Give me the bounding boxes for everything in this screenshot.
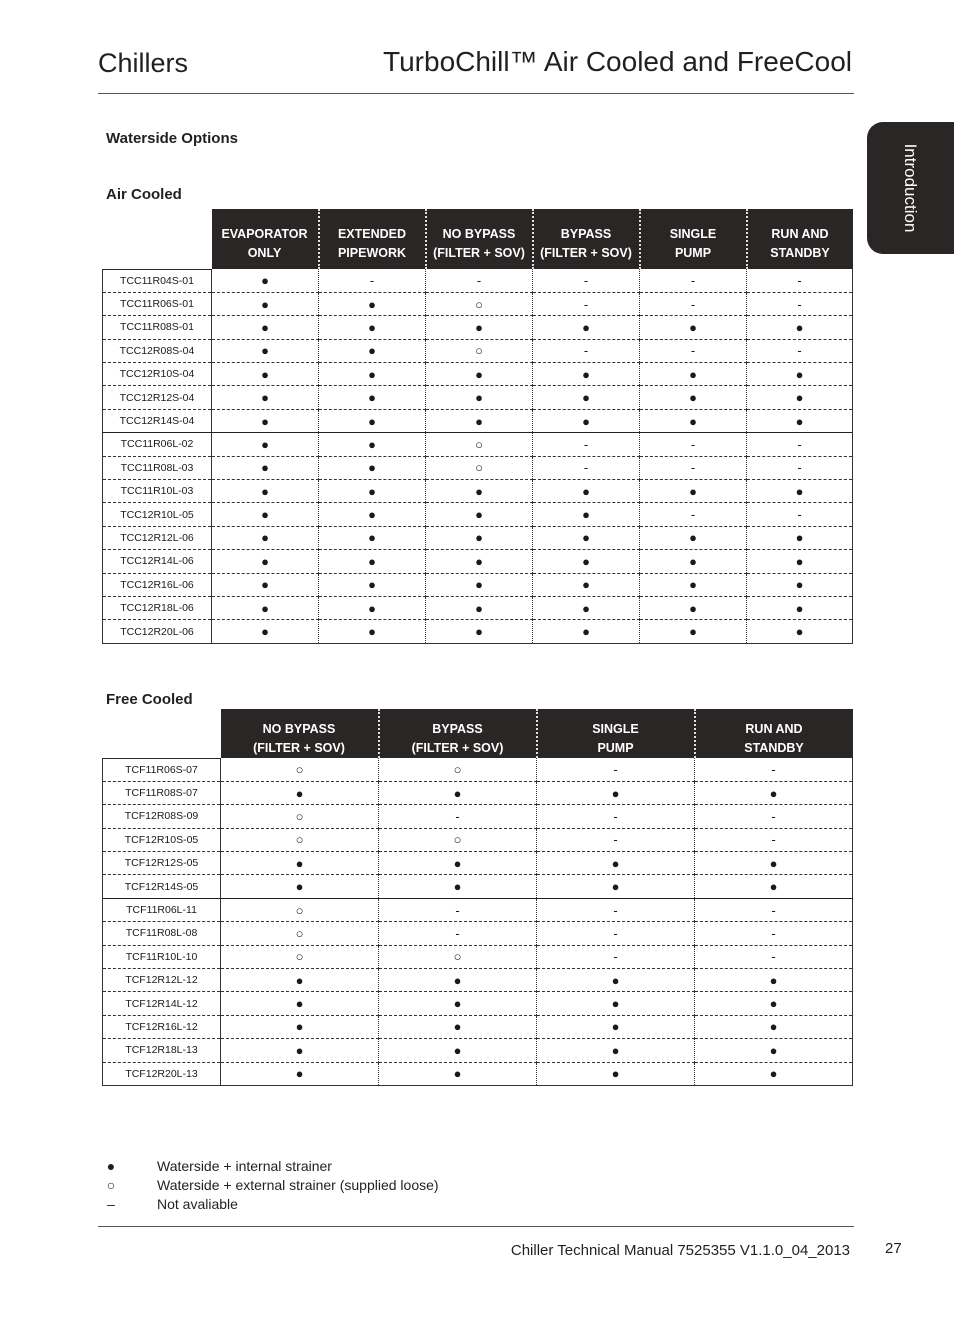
table-row: [103, 852, 853, 875]
availability-cell: ●: [319, 573, 426, 596]
availability-cell: ●: [537, 1015, 695, 1038]
availability-cell: ●: [379, 852, 537, 875]
availability-cell: ●: [319, 526, 426, 549]
availability-cell: ●: [640, 409, 747, 432]
availability-cell: ●: [533, 480, 640, 503]
availability-cell: ●: [221, 969, 379, 992]
column-header-line: RUN AND: [771, 227, 829, 241]
free-cooled-options-table: [102, 709, 853, 1086]
column-header-line: BYPASS: [560, 227, 612, 241]
model-code-cell: TCC12R18L-06: [103, 596, 212, 619]
availability-cell: ○: [379, 828, 537, 851]
column-header-line: (FILTER + SOV): [411, 740, 504, 755]
column-header-line: SINGLE: [669, 227, 717, 241]
availability-cell: ○: [221, 922, 379, 945]
availability-cell: ●: [319, 409, 426, 432]
availability-cell: ●: [640, 620, 747, 643]
table-row: [103, 550, 853, 573]
availability-cell: -: [319, 269, 426, 292]
filled-circle-symbol: ●: [106, 1158, 116, 1174]
header-document-title: TurboChill™ Air Cooled and FreeCool: [383, 46, 852, 77]
availability-cell: -: [640, 433, 747, 456]
model-code-cell: TCC11R04S-01: [103, 269, 212, 292]
availability-cell: ●: [533, 526, 640, 549]
availability-cell: -: [533, 269, 640, 292]
availability-cell: ●: [640, 596, 747, 619]
model-code-cell: TCC12R12S-04: [103, 386, 212, 409]
availability-cell: -: [640, 456, 747, 479]
table-row: [103, 292, 853, 315]
availability-cell: -: [537, 898, 695, 921]
side-tab-label: Introduction: [901, 143, 920, 233]
model-code-cell: TCC11R10L-03: [103, 480, 212, 503]
table-row: [103, 433, 853, 456]
availability-cell: ●: [426, 620, 533, 643]
availability-cell: ●: [379, 969, 537, 992]
table-row: [103, 898, 853, 921]
availability-cell: ●: [212, 433, 319, 456]
model-code-cell: TCC12R12L-06: [103, 526, 212, 549]
column-header: [221, 709, 379, 758]
availability-cell: ●: [212, 573, 319, 596]
availability-cell: ○: [426, 433, 533, 456]
availability-cell: ●: [221, 1015, 379, 1038]
column-header-line: RUN AND: [745, 721, 803, 736]
table-row: [103, 875, 853, 898]
availability-cell: ●: [221, 852, 379, 875]
availability-cell: -: [379, 898, 537, 921]
availability-cell: ●: [221, 992, 379, 1015]
dash-symbol: –: [107, 1196, 115, 1212]
availability-cell: ●: [426, 386, 533, 409]
air-cooled-options-table: [102, 209, 853, 644]
availability-cell: ●: [319, 386, 426, 409]
model-code-cell: TCC11R06S-01: [103, 292, 212, 315]
availability-cell: ●: [533, 316, 640, 339]
availability-cell: ●: [212, 456, 319, 479]
model-code-cell: TCF11R06L-11: [103, 898, 221, 921]
availability-cell: ●: [695, 969, 853, 992]
availability-cell: ●: [379, 1039, 537, 1062]
model-code-cell: TCC12R16L-06: [103, 573, 212, 596]
availability-cell: -: [537, 922, 695, 945]
column-header: [379, 709, 537, 758]
column-header: [537, 709, 695, 758]
table-row: [103, 503, 853, 526]
availability-cell: ●: [212, 339, 319, 362]
availability-cell: ●: [747, 596, 853, 619]
header-section-title: Chillers: [98, 48, 189, 78]
legend-text: Not avaliable: [157, 1196, 238, 1212]
model-code-cell: TCF12R12S-05: [103, 852, 221, 875]
column-header: [747, 209, 853, 269]
column-header-line: (FILTER + SOV): [253, 740, 345, 755]
column-header-line: ONLY: [247, 246, 282, 260]
model-code-cell: TCF12R20L-13: [103, 1062, 221, 1085]
availability-cell: ○: [426, 339, 533, 362]
availability-cell: ●: [319, 363, 426, 386]
availability-cell: ●: [319, 620, 426, 643]
availability-cell: -: [537, 945, 695, 968]
availability-cell: ●: [533, 550, 640, 573]
availability-cell: -: [695, 828, 853, 851]
availability-cell: ●: [212, 292, 319, 315]
availability-cell: ●: [319, 550, 426, 573]
availability-cell: ●: [319, 339, 426, 362]
table-row: [103, 526, 853, 549]
table-row: [103, 922, 853, 945]
availability-cell: -: [695, 922, 853, 945]
availability-cell: ●: [426, 316, 533, 339]
column-header: [533, 209, 640, 269]
availability-cell: -: [747, 339, 853, 362]
availability-cell: ●: [537, 781, 695, 804]
availability-cell: -: [537, 805, 695, 828]
availability-cell: ●: [212, 550, 319, 573]
availability-cell: ●: [747, 526, 853, 549]
model-code-cell: TCC12R14S-04: [103, 409, 212, 432]
availability-cell: ●: [640, 526, 747, 549]
model-code-cell: TCF12R10S-05: [103, 828, 221, 851]
footer-document-reference: Chiller Technical Manual 7525355 V1.1.0_04_2013: [510, 1242, 850, 1259]
model-code-cell: TCF12R12L-12: [103, 969, 221, 992]
availability-cell: ●: [319, 292, 426, 315]
availability-cell: -: [426, 269, 533, 292]
column-header-line: PIPEWORK: [337, 246, 407, 260]
footer-rule: [98, 1226, 854, 1227]
column-header-line: STANDBY: [770, 246, 830, 260]
table-row: [103, 945, 853, 968]
availability-cell: ●: [212, 526, 319, 549]
availability-cell: ●: [537, 1062, 695, 1085]
availability-cell: ●: [695, 781, 853, 804]
model-code-cell: TCF12R18L-13: [103, 1039, 221, 1062]
table-row: [103, 480, 853, 503]
availability-cell: -: [747, 456, 853, 479]
availability-cell: -: [640, 292, 747, 315]
availability-cell: -: [533, 339, 640, 362]
availability-cell: -: [533, 456, 640, 479]
availability-cell: ●: [695, 1015, 853, 1038]
column-header-line: NO BYPASS: [262, 721, 336, 736]
availability-cell: ●: [426, 526, 533, 549]
availability-cell: ●: [747, 386, 853, 409]
table-row: [103, 1039, 853, 1062]
model-code-cell: TCC12R20L-06: [103, 620, 212, 643]
availability-cell: ●: [212, 316, 319, 339]
availability-cell: ●: [212, 503, 319, 526]
section-title: Waterside Options: [106, 130, 238, 147]
availability-cell: -: [640, 269, 747, 292]
column-header: [695, 709, 853, 758]
availability-cell: ●: [212, 620, 319, 643]
free-cooled-title: Free Cooled: [106, 691, 193, 708]
model-code-cell: TCC12R08S-04: [103, 339, 212, 362]
availability-cell: ●: [695, 852, 853, 875]
model-code-cell: TCC11R06L-02: [103, 433, 212, 456]
availability-cell: ●: [640, 363, 747, 386]
availability-cell: ●: [379, 992, 537, 1015]
model-column-header: [103, 709, 221, 758]
column-header-line: PUMP: [674, 246, 712, 260]
model-code-cell: TCF12R08S-09: [103, 805, 221, 828]
availability-cell: ○: [221, 945, 379, 968]
availability-cell: ●: [426, 409, 533, 432]
availability-cell: ●: [537, 969, 695, 992]
availability-cell: -: [379, 922, 537, 945]
availability-cell: ●: [640, 386, 747, 409]
availability-cell: ●: [319, 503, 426, 526]
table-row: [103, 386, 853, 409]
availability-cell: ●: [221, 1062, 379, 1085]
availability-cell: ●: [533, 503, 640, 526]
availability-cell: -: [695, 945, 853, 968]
availability-cell: ●: [533, 386, 640, 409]
availability-cell: ●: [537, 992, 695, 1015]
table-row: [103, 781, 853, 804]
availability-cell: -: [695, 758, 853, 781]
table-row: [103, 969, 853, 992]
availability-cell: ●: [426, 503, 533, 526]
availability-cell: ○: [426, 456, 533, 479]
availability-cell: -: [747, 269, 853, 292]
side-tab-introduction[interactable]: [867, 122, 954, 254]
table-row: [103, 992, 853, 1015]
availability-cell: ●: [379, 781, 537, 804]
availability-cell: ●: [212, 363, 319, 386]
availability-cell: ●: [747, 573, 853, 596]
availability-cell: -: [695, 805, 853, 828]
availability-cell: -: [379, 805, 537, 828]
air-cooled-title: Air Cooled: [106, 186, 182, 203]
availability-cell: ●: [221, 875, 379, 898]
model-code-cell: TCF11R10L-10: [103, 945, 221, 968]
availability-cell: ●: [379, 1062, 537, 1085]
availability-cell: ●: [640, 573, 747, 596]
page-number: 27: [885, 1240, 902, 1257]
availability-cell: ●: [319, 480, 426, 503]
column-header: [212, 209, 319, 269]
model-code-cell: TCF11R06S-07: [103, 758, 221, 781]
legend-text: Waterside + external strainer (supplied loose): [157, 1177, 439, 1193]
availability-cell: ●: [426, 550, 533, 573]
availability-cell: ●: [212, 596, 319, 619]
column-header: [319, 209, 426, 269]
availability-cell: ○: [379, 758, 537, 781]
column-header: [426, 209, 533, 269]
column-header-line: (FILTER + SOV): [540, 246, 632, 260]
availability-cell: ○: [221, 805, 379, 828]
availability-cell: -: [640, 503, 747, 526]
model-code-cell: TCF12R14L-12: [103, 992, 221, 1015]
column-header-line: PUMP: [597, 740, 634, 755]
table-row: [103, 828, 853, 851]
availability-cell: ●: [695, 1039, 853, 1062]
header-rule: [98, 93, 854, 94]
availability-cell: ●: [212, 386, 319, 409]
availability-cell: ●: [747, 409, 853, 432]
table-row: [103, 620, 853, 643]
table-row: [103, 1062, 853, 1085]
availability-cell: -: [747, 292, 853, 315]
availability-cell: ●: [212, 409, 319, 432]
availability-cell: ●: [533, 363, 640, 386]
column-header-line: NO BYPASS: [442, 227, 516, 241]
availability-cell: ●: [640, 480, 747, 503]
table-row: [103, 363, 853, 386]
availability-cell: ●: [695, 992, 853, 1015]
availability-cell: ●: [533, 409, 640, 432]
availability-cell: ●: [221, 781, 379, 804]
availability-cell: ●: [695, 875, 853, 898]
availability-cell: -: [747, 433, 853, 456]
model-code-cell: TCC12R10L-05: [103, 503, 212, 526]
column-header-line: EVAPORATOR: [221, 227, 308, 241]
availability-cell: ●: [533, 596, 640, 619]
availability-cell: ●: [426, 480, 533, 503]
availability-cell: ●: [533, 573, 640, 596]
legend-text: Waterside + internal strainer: [157, 1158, 332, 1174]
column-header-line: (FILTER + SOV): [433, 246, 525, 260]
availability-cell: ●: [537, 1039, 695, 1062]
availability-cell: -: [533, 433, 640, 456]
availability-cell: ○: [221, 828, 379, 851]
model-code-cell: TCF12R14S-05: [103, 875, 221, 898]
availability-cell: -: [695, 898, 853, 921]
availability-cell: ○: [426, 292, 533, 315]
availability-cell: ●: [747, 316, 853, 339]
availability-cell: ●: [747, 620, 853, 643]
availability-cell: ●: [319, 456, 426, 479]
availability-cell: ●: [426, 596, 533, 619]
availability-cell: ●: [695, 1062, 853, 1085]
availability-cell: ●: [426, 363, 533, 386]
availability-cell: ●: [537, 852, 695, 875]
column-header-line: EXTENDED: [337, 227, 407, 241]
table-row: [103, 316, 853, 339]
availability-cell: ●: [537, 875, 695, 898]
availability-cell: ●: [640, 316, 747, 339]
model-column-header: [103, 209, 212, 269]
table-row: [103, 596, 853, 619]
column-header-line: STANDBY: [744, 740, 804, 755]
availability-cell: ●: [379, 875, 537, 898]
availability-cell: ○: [379, 945, 537, 968]
availability-cell: ●: [747, 363, 853, 386]
availability-cell: ●: [426, 573, 533, 596]
table-row: [103, 409, 853, 432]
availability-cell: ●: [533, 620, 640, 643]
availability-cell: -: [747, 503, 853, 526]
availability-cell: ●: [747, 550, 853, 573]
availability-cell: -: [640, 339, 747, 362]
table-row: [103, 573, 853, 596]
column-header: [640, 209, 747, 269]
table-row: [103, 805, 853, 828]
table-row: [103, 339, 853, 362]
availability-cell: ●: [221, 1039, 379, 1062]
availability-cell: -: [533, 292, 640, 315]
availability-cell: ●: [212, 480, 319, 503]
table-row: [103, 456, 853, 479]
table-row: [103, 758, 853, 781]
open-circle-symbol: ○: [106, 1177, 116, 1193]
availability-cell: ○: [221, 898, 379, 921]
availability-cell: ●: [379, 1015, 537, 1038]
model-code-cell: TCF11R08S-07: [103, 781, 221, 804]
model-code-cell: TCF12R16L-12: [103, 1015, 221, 1038]
column-header-line: BYPASS: [432, 721, 483, 736]
availability-cell: -: [537, 828, 695, 851]
availability-cell: ●: [319, 596, 426, 619]
availability-cell: -: [537, 758, 695, 781]
model-code-cell: TCC11R08S-01: [103, 316, 212, 339]
table-row: [103, 269, 853, 292]
model-code-cell: TCC12R10S-04: [103, 363, 212, 386]
availability-cell: ○: [221, 758, 379, 781]
availability-cell: ●: [212, 269, 319, 292]
availability-cell: ●: [640, 550, 747, 573]
availability-cell: ●: [319, 433, 426, 456]
model-code-cell: TCC11R08L-03: [103, 456, 212, 479]
column-header-line: SINGLE: [592, 721, 639, 736]
model-code-cell: TCF11R08L-08: [103, 922, 221, 945]
availability-cell: ●: [319, 316, 426, 339]
table-row: [103, 1015, 853, 1038]
availability-cell: ●: [747, 480, 853, 503]
model-code-cell: TCC12R14L-06: [103, 550, 212, 573]
